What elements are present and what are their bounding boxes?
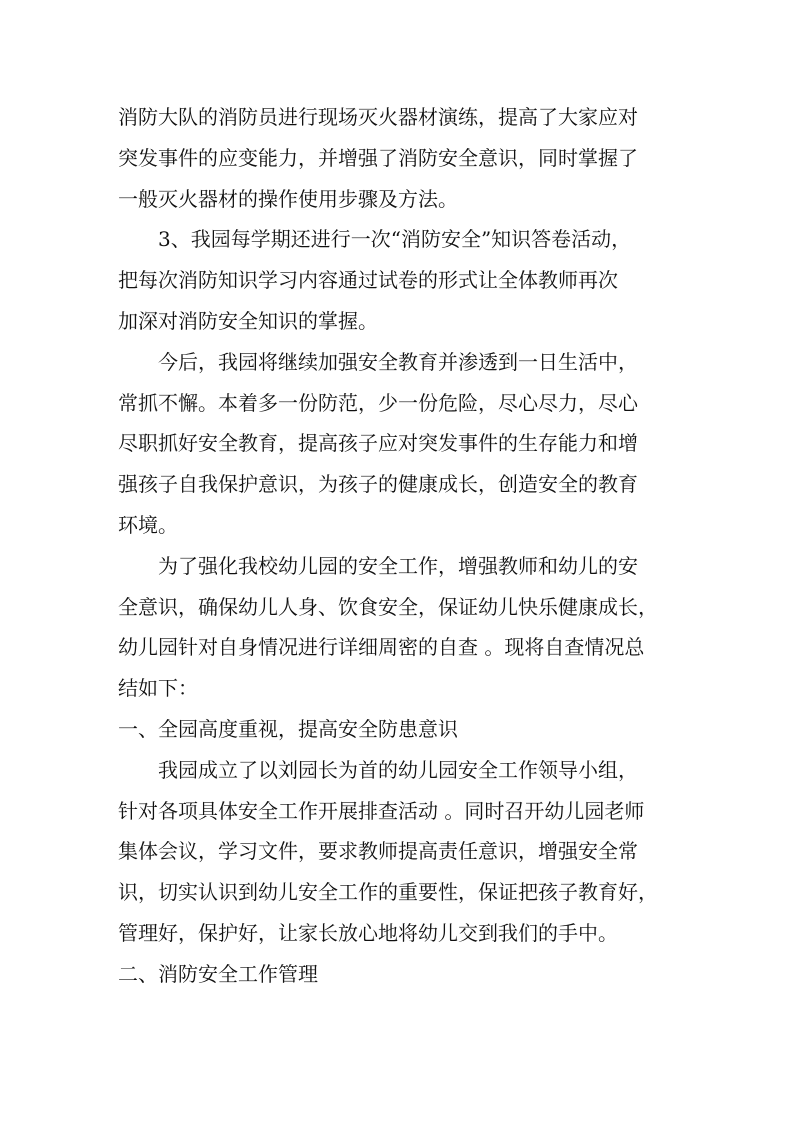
paragraph-line: 今后，我园将继续加强安全教育并渗透到一日生活中，	[158, 349, 638, 374]
paragraph-line: 尽职抓好安全教育，提高孩子应对突发事件的生存能力和增	[118, 431, 638, 456]
paragraph-line: 加深对消防安全知识的掌握。	[118, 308, 378, 333]
section-heading: 二、消防安全工作管理	[118, 961, 318, 986]
paragraph-line: 我园成立了以刘园长为首的幼儿园安全工作领导小组，	[158, 757, 638, 782]
paragraph-line: 3、我园每学期还进行一次“消防安全”知识答卷活动，	[158, 227, 632, 252]
paragraph-line: 全意识，确保幼儿人身、饮食安全，保证幼儿快乐健康成长，	[118, 594, 658, 619]
paragraph-line: 针对各项具体安全工作开展排查活动 。同时召开幼儿园老师	[118, 798, 645, 823]
paragraph-line: 集体会议，学习文件，要求教师提高责任意识，增强安全常	[118, 839, 638, 864]
paragraph-line: 强孩子自我保护意识，为孩子的健康成长，创造安全的教育	[118, 472, 638, 497]
document-body	[118, 97, 678, 995]
paragraph-line: 管理好，保护好，让家长放心地将幼儿交到我们的手中。	[118, 920, 618, 945]
section-heading: 一、全园高度重视，提高安全防患意识	[118, 716, 458, 741]
paragraph-line: 常抓不懈。本着多一份防范，少一份危险，尽心尽力，尽心	[118, 390, 638, 415]
paragraph-line: 幼儿园针对自身情况进行详细周密的自查 。现将自查情况总	[118, 635, 645, 660]
paragraph-line: 识，切实认识到幼儿安全工作的重要性，保证把孩子教育好，	[118, 880, 658, 905]
paragraph-line: 突发事件的应变能力，并增强了消防安全意识，同时掌握了	[118, 145, 638, 170]
paragraph-line: 为了强化我校幼儿园的安全工作，增强教师和幼儿的安	[158, 553, 638, 578]
paragraph-line: 结如下：	[118, 676, 198, 701]
paragraph-line: 消防大队的消防员进行现场灭火器材演练，提高了大家应对	[118, 105, 638, 129]
paragraph-line: 环境。	[118, 512, 178, 537]
paragraph-line: 一般灭火器材的操作使用步骤及方法。	[118, 186, 458, 211]
paragraph-line: 把每次消防知识学习内容通过试卷的形式让全体教师再次	[118, 268, 618, 293]
